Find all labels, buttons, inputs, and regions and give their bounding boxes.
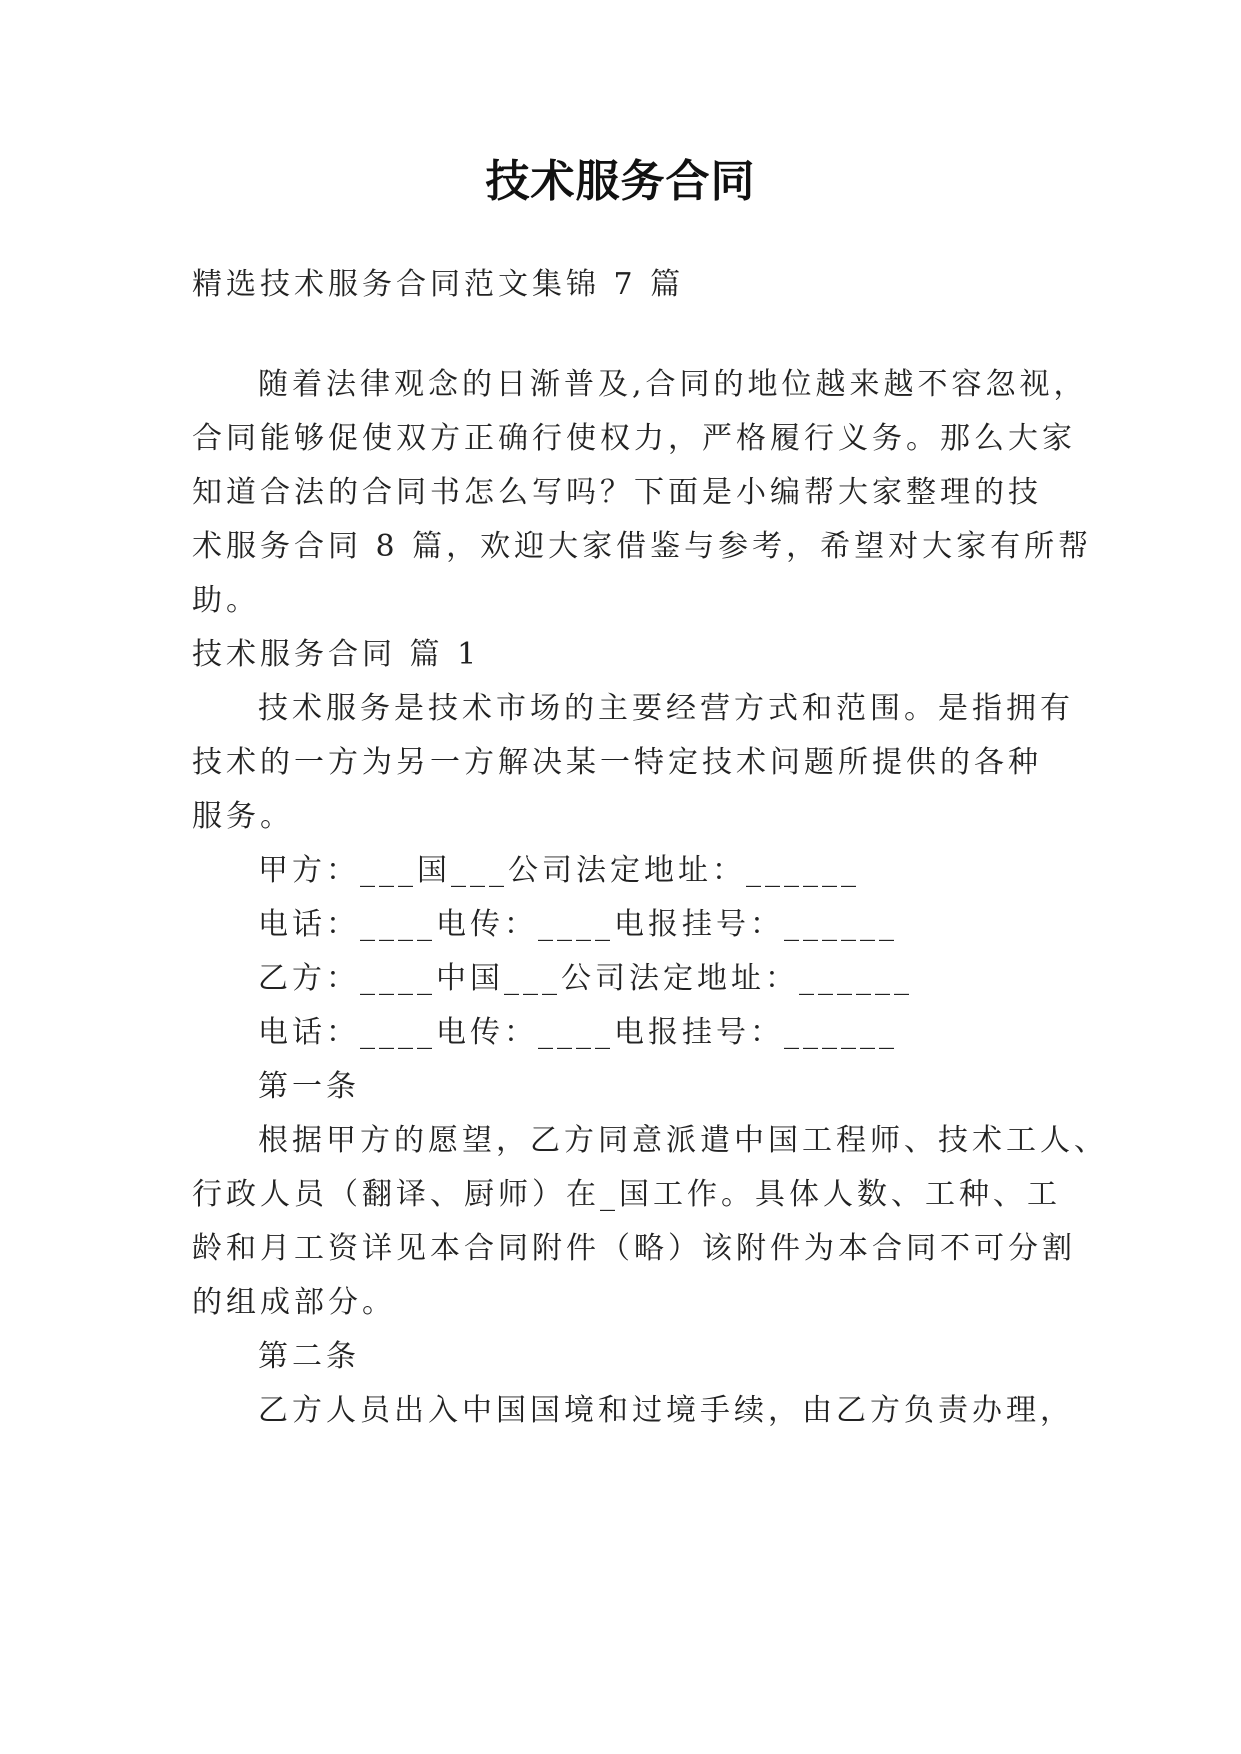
definition-line: 服务。: [192, 799, 294, 834]
party-a-phone-line: 电话：____电传：____电报挂号：______: [258, 907, 898, 942]
document-subtitle: 精选技术服务合同范文集锦 7 篇: [192, 267, 685, 302]
article-2-line: 乙方人员出入中国国境和过境手续，由乙方负责办理，: [258, 1393, 1074, 1428]
section-heading: 技术服务合同 篇 1: [192, 637, 481, 672]
document-title: 技术服务合同: [485, 156, 756, 207]
definition-line: 技术的一方为另一方解决某一特定技术问题所提供的各种: [192, 745, 1042, 780]
party-a-line: 甲方：___国___公司法定地址：______: [258, 853, 860, 888]
intro-line: 助。: [192, 583, 260, 618]
party-b-phone-line: 电话：____电传：____电报挂号：______: [258, 1015, 898, 1050]
article-1-heading: 第一条: [258, 1069, 360, 1104]
intro-line: 随着法律观念的日渐普及,合同的地位越来越不容忽视，: [258, 367, 1088, 402]
intro-line: 知道合法的合同书怎么写吗？下面是小编帮大家整理的技: [192, 475, 1042, 510]
article-1-line: 的组成部分。: [192, 1285, 396, 1320]
article-1-line: 行政人员（翻译、厨师）在_国工作。具体人数、工种、工: [192, 1177, 1061, 1212]
intro-line: 术服务合同 8 篇，欢迎大家借鉴与参考，希望对大家有所帮: [192, 529, 1093, 564]
intro-line: 合同能够促使双方正确行使权力，严格履行义务。那么大家: [192, 421, 1076, 456]
article-1-line: 龄和月工资详见本合同附件（略）该附件为本合同不可分割: [192, 1231, 1076, 1266]
article-2-heading: 第二条: [258, 1339, 360, 1374]
party-b-line: 乙方：____中国___公司法定地址：______: [258, 961, 913, 996]
article-1-line: 根据甲方的愿望，乙方同意派遣中国工程师、技术工人、: [258, 1123, 1108, 1158]
definition-line: 技术服务是技术市场的主要经营方式和范围。是指拥有: [258, 691, 1074, 726]
